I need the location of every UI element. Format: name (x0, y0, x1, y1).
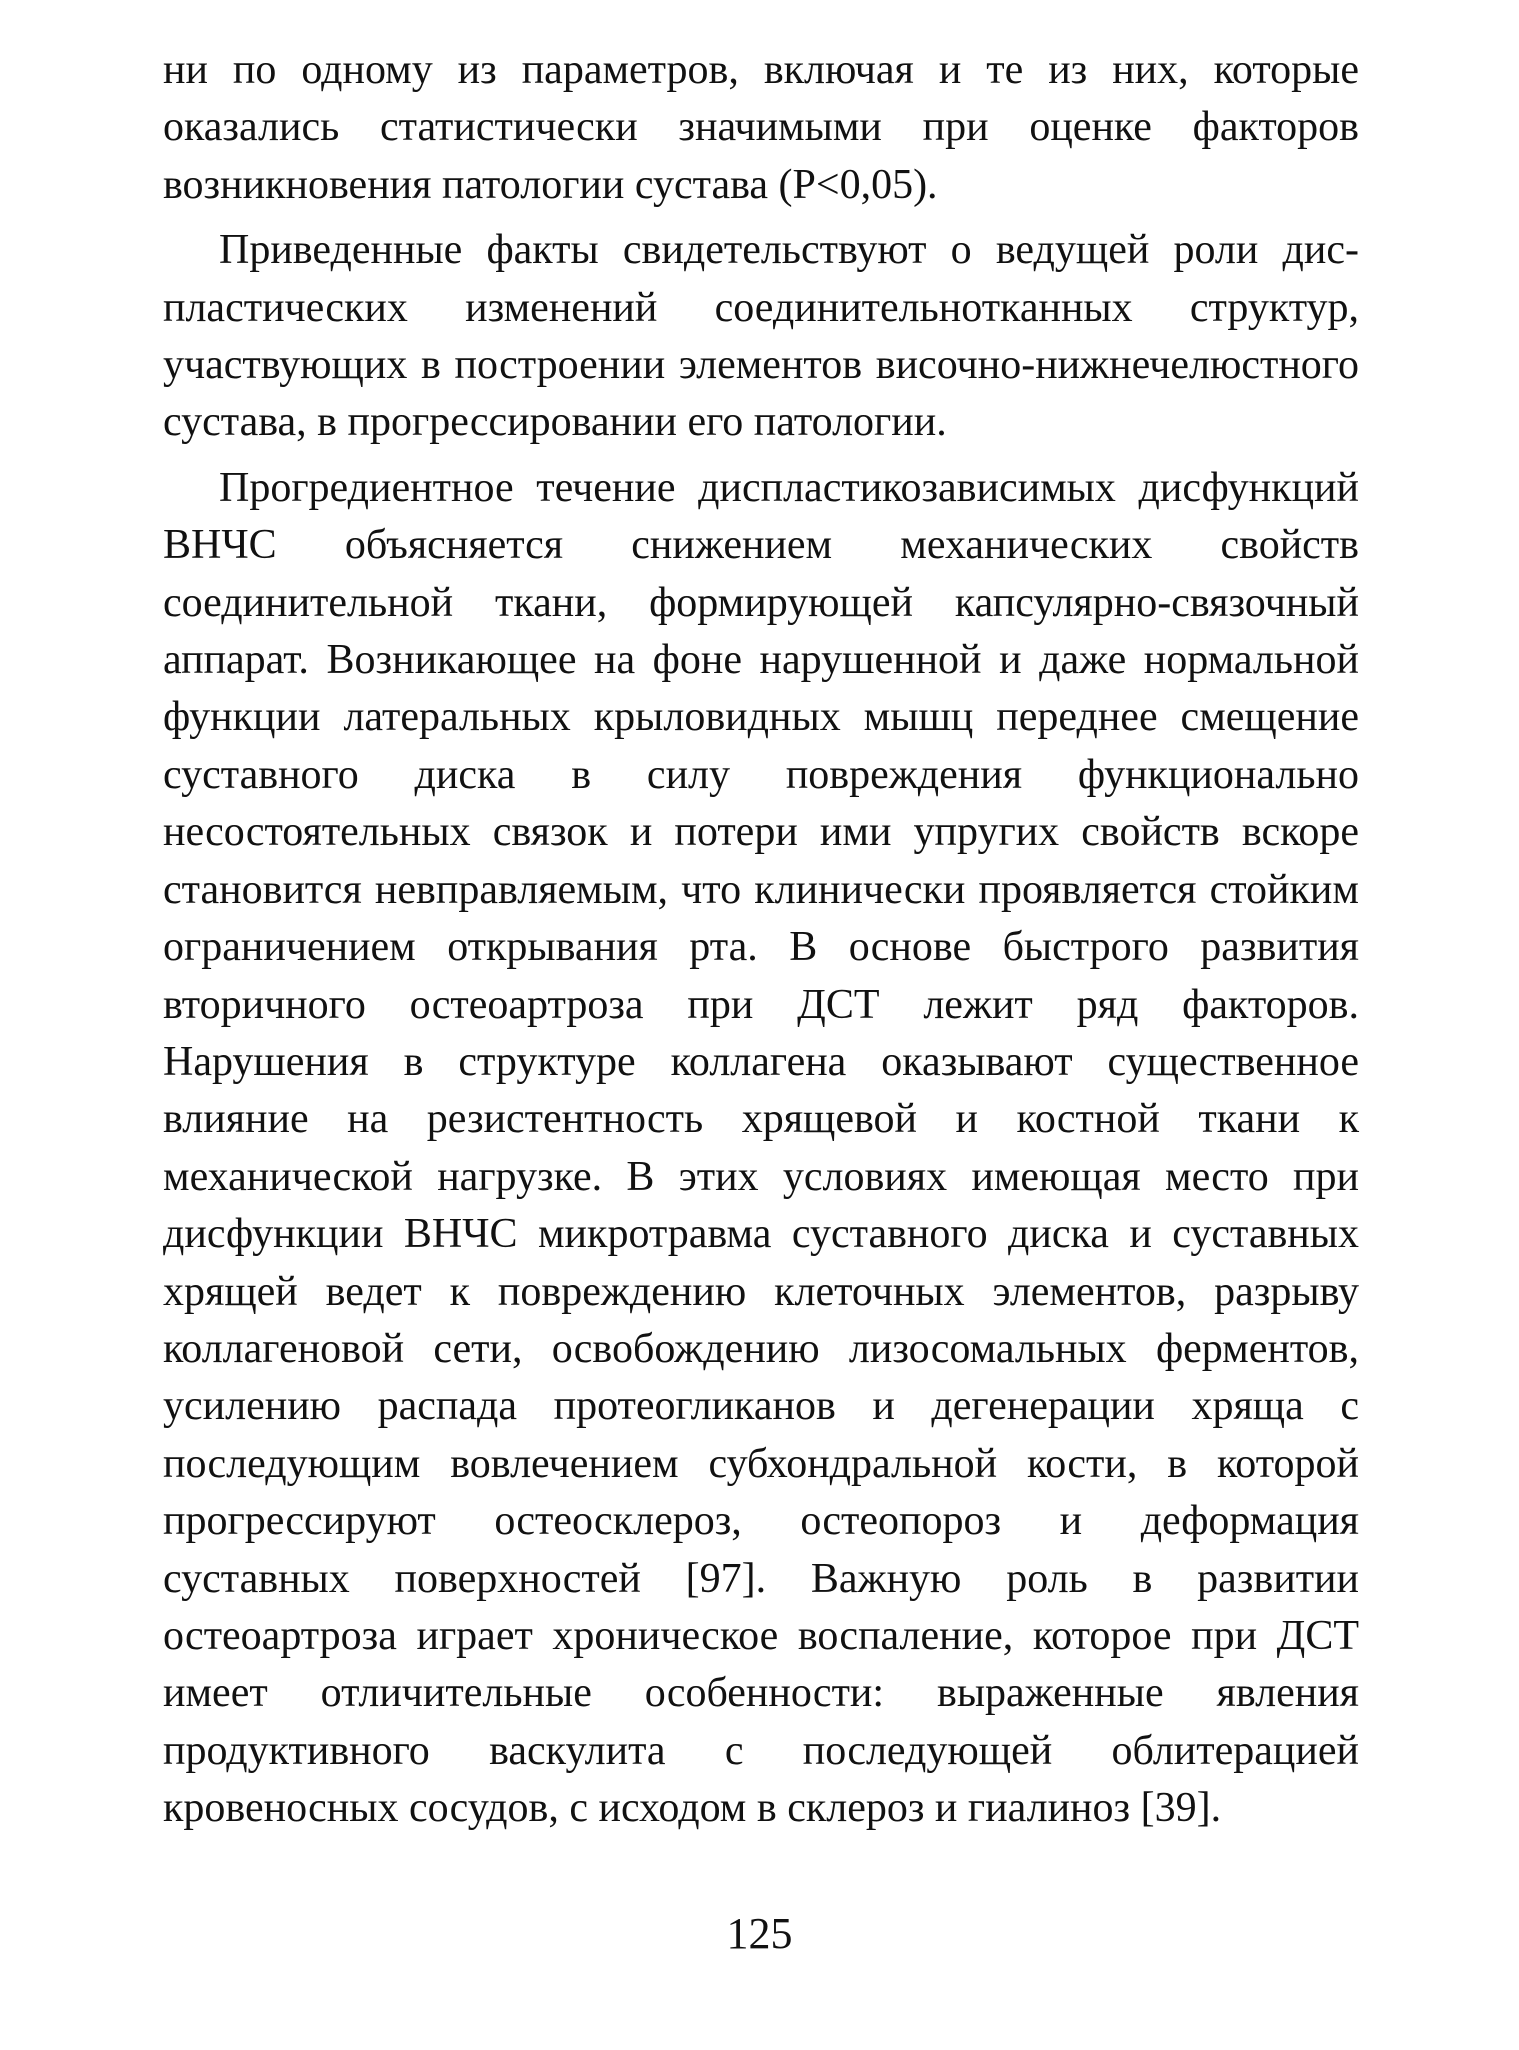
page-number: 125 (726, 1909, 793, 1958)
body-text (163, 42, 1359, 1838)
paragraph: Приведенные факты свидетельствуют о ведущей роли диспластических изменений соединительнотканных структур, участвующих в построении элементов височно-нижнечелюстного сустава, в прогрессировании его патологии. (163, 227, 1359, 446)
paragraph-continuation: ни по одному из параметров, включая и те из них, которые оказались статистически значимыми при оценке факторов возникновения патологии сустава (Р<0,05). (163, 47, 1359, 208)
paragraph: Прогредиентное течение диспластикозависимых дисфункций ВНЧС объясняется снижением механических свойств соединительной ткани, формирующей капсулярно-связочный аппарат. Возникающее на фоне нарушенной и даже нормальной функции латеральных крыловидных мышц переднее смещение суставного диска в силу повреждения функционально несостоятельных связок и потери ими упругих свойств вскоре становится невправляемым, что клинически проявляется стойким ограничением открывания рта. В основе быстрого развития вторичного остеоартроза при ДСТ лежит ряд факторов. Нарушения в структуре коллагена оказывают существенное влияние на резистентность хрящевой и костной ткани к механической нагрузке. В этих условиях имеющая место при дисфункции ВНЧС микротравма суставного диска и суставных хрящей ведет к повреждению клеточных элементов, разрыву коллагеновой сети, освобождению лизосомальных ферментов, усилению распада протеогликанов и дегенерации хряща с последующим вовлечением субхондральной кости, в которой прогрессируют остеосклероз, остеопороз и деформация суставных поверхностей [97]. Важную роль в развитии остеоартроза играет хроническое воспаление, которое при ДСТ имеет отличительные особенности: выраженные явления продуктивного васкулита с последующей облитерацией кровеносных сосудов, с исходом в склероз и гиалиноз [39]. (163, 464, 1359, 1832)
